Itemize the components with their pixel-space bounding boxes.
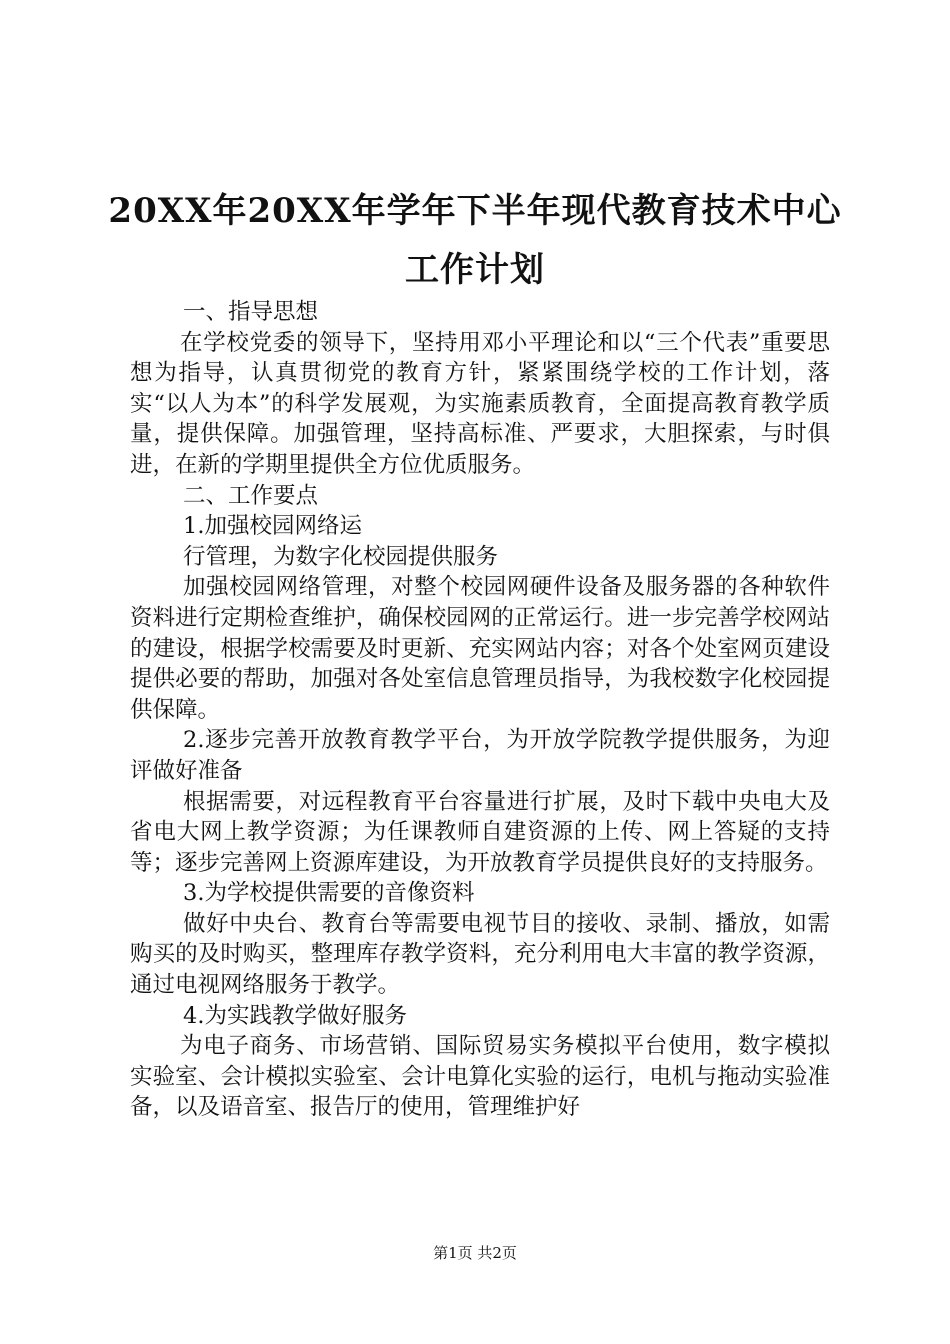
paragraph-item-1: 加强校园网络管理，对整个校园网硬件设备及服务器的各种软件资料进行定期检查维护，确保校园网的正常运行。进一步完善学校网站的建设，根据学校需要及时更新、充实网站内容；对各个处室网页建设提供必要的帮助，加强对各处室信息管理员指导，为我校数字化校园提供保障。 xyxy=(130,574,830,723)
item-heading-3: 3.为学校提供需要的音像资料 xyxy=(183,880,475,907)
document-title-line-1: 20XX年20XX年学年下半年现代教育技术中心 xyxy=(108,191,842,231)
section-heading-guiding-ideology: 一、指导思想 xyxy=(183,299,319,325)
item-heading-2: 2.逐步完善开放教育教学平台，为开放学院教学提供服务，为迎评做好准备 xyxy=(130,727,830,784)
item-heading-1-part-1: 1.加强校园网络运 xyxy=(183,513,362,540)
document-title-line-2: 工作计划 xyxy=(405,250,545,290)
page-number-footer: 第1页 共2页 xyxy=(433,1244,517,1262)
paragraph-item-4: 为电子商务、市场营销、国际贸易实务模拟平台使用，数字模拟实验室、会计模拟实验室、会计电算化实验的运行，电机与拖动实验准备，以及语音室、报告厅的使用，管理维护好 xyxy=(130,1033,830,1121)
item-heading-1-part-2: 行管理，为数字化校园提供服务 xyxy=(183,543,499,570)
document-body xyxy=(130,297,830,1123)
section-heading-work-points: 二、工作要点 xyxy=(183,482,319,509)
paragraph-guiding-ideology: 在学校党委的领导下，坚持用邓小平理论和以“三个代表”重要思想为指导，认真贯彻党的教育方针，紧紧围绕学校的工作计划，落实“以人为本”的科学发展观，为实施素质教育，全面提高教育教学质量，提供保障。加强管理，坚持高标准、严要求，大胆探索，与时俱进，在新的学期里提供全方位优质服务。 xyxy=(130,329,830,478)
paragraph-item-2: 根据需要，对远程教育平台容量进行扩展，及时下载中央电大及省电大网上教学资源；为任课教师自建资源的上传、网上答疑的支持等；逐步完善网上资源库建设，为开放教育学员提供良好的支持服务。 xyxy=(130,788,830,876)
item-heading-4: 4.为实践教学做好服务 xyxy=(183,1002,407,1029)
paragraph-item-3: 做好中央台、教育台等需要电视节目的接收、录制、播放，如需购买的及时购买，整理库存教学资料，充分利用电大丰富的教学资源，通过电视网络服务于教学。 xyxy=(130,910,830,999)
